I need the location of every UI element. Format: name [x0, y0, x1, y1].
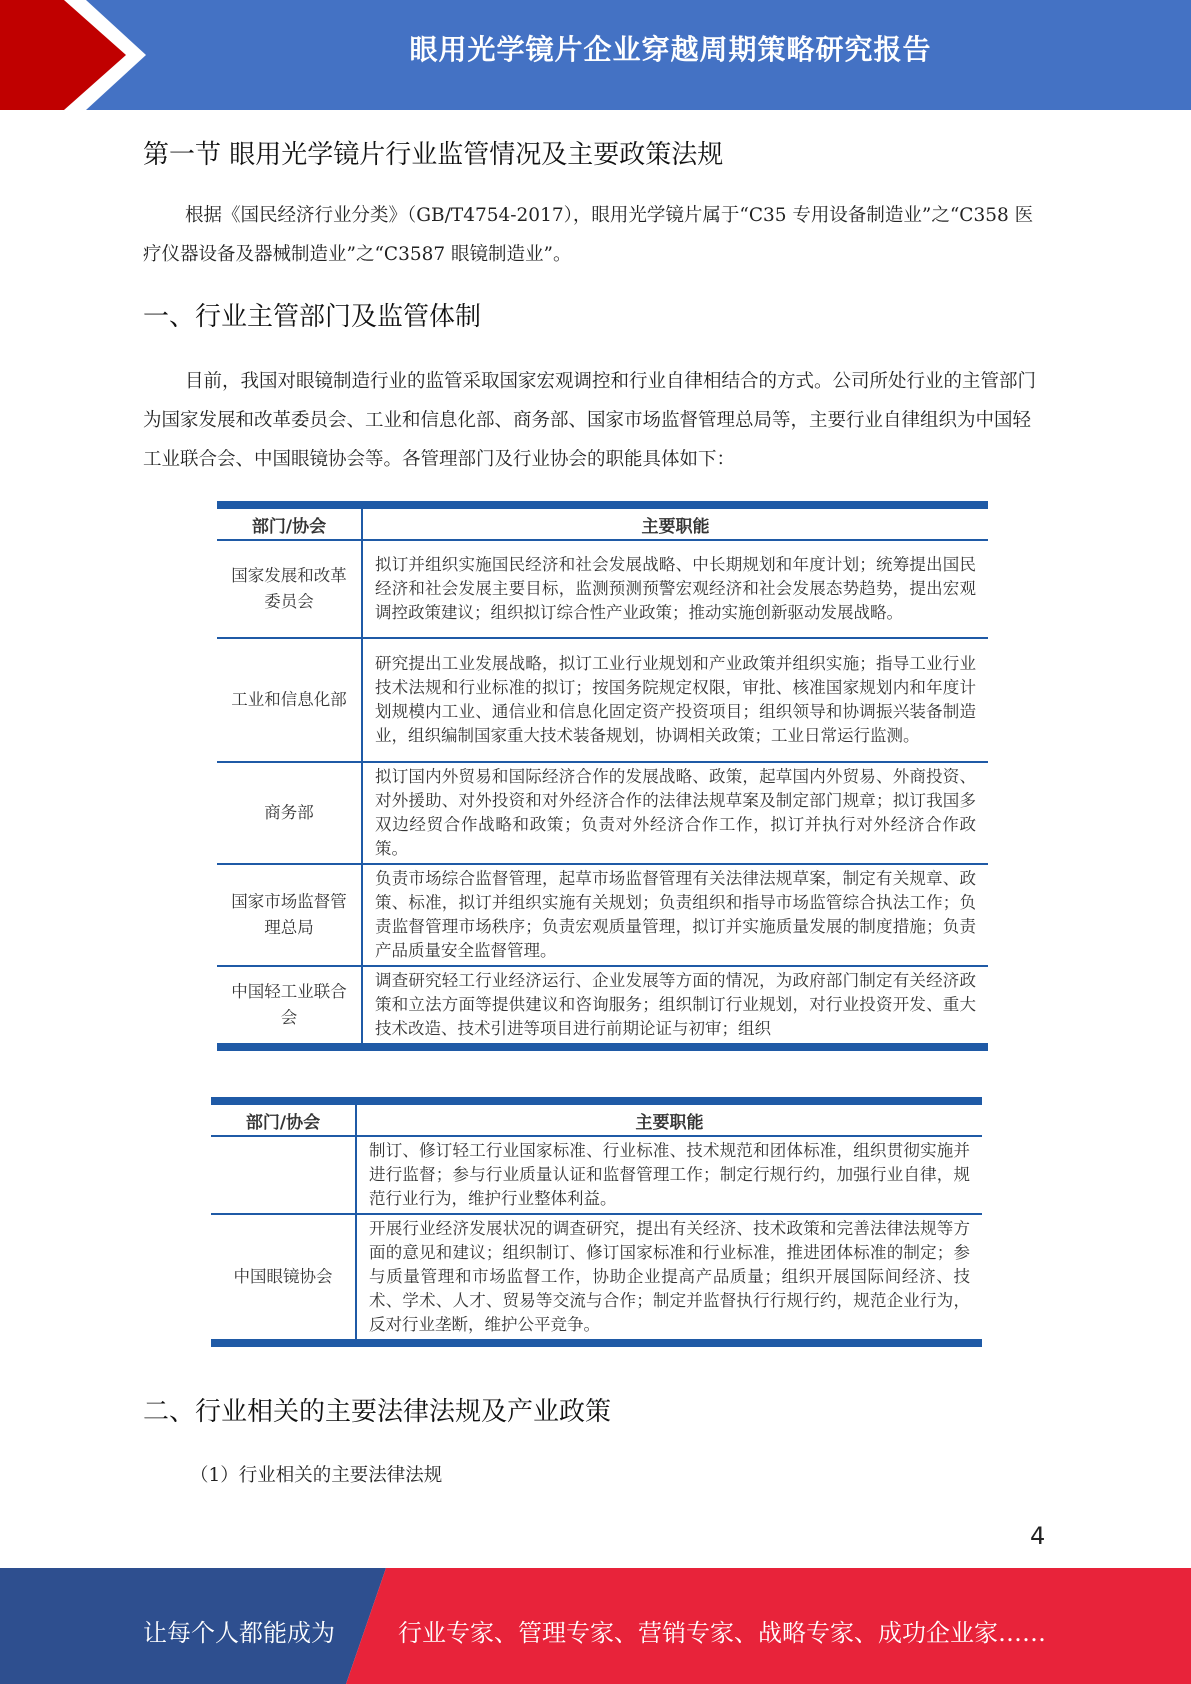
table-row [217, 864, 988, 966]
duty-cell: 调查研究轻工行业经济运行、企业发展等方面的情况，为政府部门制定有关经济政策和立法方面等提供建议和咨询服务；组织制订行业规划，对行业投资开发、重大技术改造、技术引进等项目进行前期论证与初审；组织 [375, 971, 976, 1038]
footer-banner [0, 1568, 1191, 1684]
duty-cell: 负责市场综合监督管理，起草市场监督管理有关法律法规草案，制定有关规章、政策、标准，拟订并组织实施有关规划；负责组织和指导市场监管综合执法工作；负责监督管理市场秩序；负责宏观质量管理，拟订并实施质量发展的制度措施；负责产品质量安全监督管理。 [362, 864, 988, 966]
table-row [217, 638, 988, 762]
table-row [217, 762, 988, 864]
regulation-paragraph: 目前，我国对眼镜制造行业的监管采取国家宏观调控和行业自律相结合的方式。公司所处行业的主管部门为国家发展和改革委员会、工业和信息化部、商务部、国家市场监督管理总局等，主要行业自律组织为中国轻工业联合会、中国眼镜协会等。各管理部门及行业协会的职能具体如下： [143, 371, 1037, 470]
arrow-decoration-icon [0, 0, 160, 110]
duty-cell: 拟订国内外贸易和国际经济合作的发展战略、政策，起草国内外贸易、外商投资、对外援助、对外投资和对外经济合作的法律法规草案及制定部门规章；拟订我国多双边经贸合作战略和政策；负责对外经济合作工作，拟订并执行对外经济合作政策。 [362, 762, 988, 864]
duty-cell: 拟订并组织实施国民经济和社会发展战略、中长期规划和年度计划；统筹提出国民经济和社会发展主要目标，监测预测预警宏观经济和社会发展态势趋势，提出宏观调控政策建议；组织拟订综合性产业政策；推动实施创新驱动发展战略。 [362, 540, 988, 638]
table-row [211, 1214, 982, 1343]
dept-cell: 工业和信息化部 [217, 638, 362, 762]
table-row [217, 540, 988, 638]
dept-cell: 商务部 [217, 762, 362, 864]
heading-laws-policies: 二、行业相关的主要法律法规及产业政策 [143, 1397, 612, 1427]
duty-cell: 开展行业经济发展状况的调查研究，提出有关经济、技术政策和完善法律法规等方面的意见和建议；组织制订、修订国家标准和行业标准，推进团体标准的制定；参与质量管理和市场监督工作，协助企业提高产品质量；组织开展国际间经济、技术、学术、人才、贸易等交流与合作；制定并监督执行行规行约，规范企业行为，反对行业垄断，维护公平竞争。 [369, 1219, 970, 1334]
duties-table-2 [211, 1097, 982, 1347]
intro-paragraph: 根据《国民经济行业分类》（GB/T4754-2017），眼用光学镜片属于“C35 专用设备制造业”之“C358 医疗仪器设备及器械制造业”之“C3587 眼镜制造业”。 [143, 205, 1034, 265]
table-row [217, 966, 988, 1047]
subitem-laws: （1）行业相关的主要法律法规 [190, 1465, 443, 1486]
report-title: 眼用光学镜片企业穿越周期策略研究报告 [409, 33, 932, 66]
dept-cell [211, 1136, 356, 1214]
table-header-duty: 主要职能 [362, 505, 988, 540]
duties-table-1 [217, 501, 988, 1051]
page-number: 4 [1030, 1522, 1046, 1550]
duty-cell: 研究提出工业发展战略，拟订工业行业规划和产业政策并组织实施；指导工业行业技术法规和行业标准的拟订；按国务院规定权限，审批、核准国家规划内和年度计划规模内工业、通信业和信息化固定资产投资项目；组织领导和协调振兴装备制造业，组织编制国家重大技术装备规划，协调相关政策；工业日常运行监测。 [362, 638, 988, 762]
table-header-dept: 部门/协会 [217, 505, 362, 540]
table-header-dept: 部门/协会 [211, 1101, 356, 1136]
footer-slogan-right: 行业专家、管理专家、营销专家、战略专家、成功企业家…… [398, 1619, 1046, 1647]
table-row [211, 1136, 982, 1214]
section-title: 第一节 眼用光学镜片行业监管情况及主要政策法规 [143, 140, 724, 170]
footer-slogan-left: 让每个人都能成为 [143, 1619, 335, 1647]
dept-cell: 中国轻工业联合会 [217, 966, 362, 1047]
header-banner [0, 0, 1191, 110]
duty-cell: 制订、修订轻工行业国家标准、行业标准、技术规范和团体标准，组织贯彻实施并进行监督；参与行业质量认证和监督管理工作；制定行规行约，加强行业自律，规范行业行为，维护行业整体利益。 [356, 1136, 982, 1214]
dept-cell: 中国眼镜协会 [211, 1214, 356, 1343]
dept-cell: 国家市场监督管理总局 [217, 864, 362, 966]
dept-cell: 国家发展和改革委员会 [217, 540, 362, 638]
table-header-duty: 主要职能 [356, 1101, 982, 1136]
heading-regulators: 一、行业主管部门及监管体制 [143, 302, 482, 332]
